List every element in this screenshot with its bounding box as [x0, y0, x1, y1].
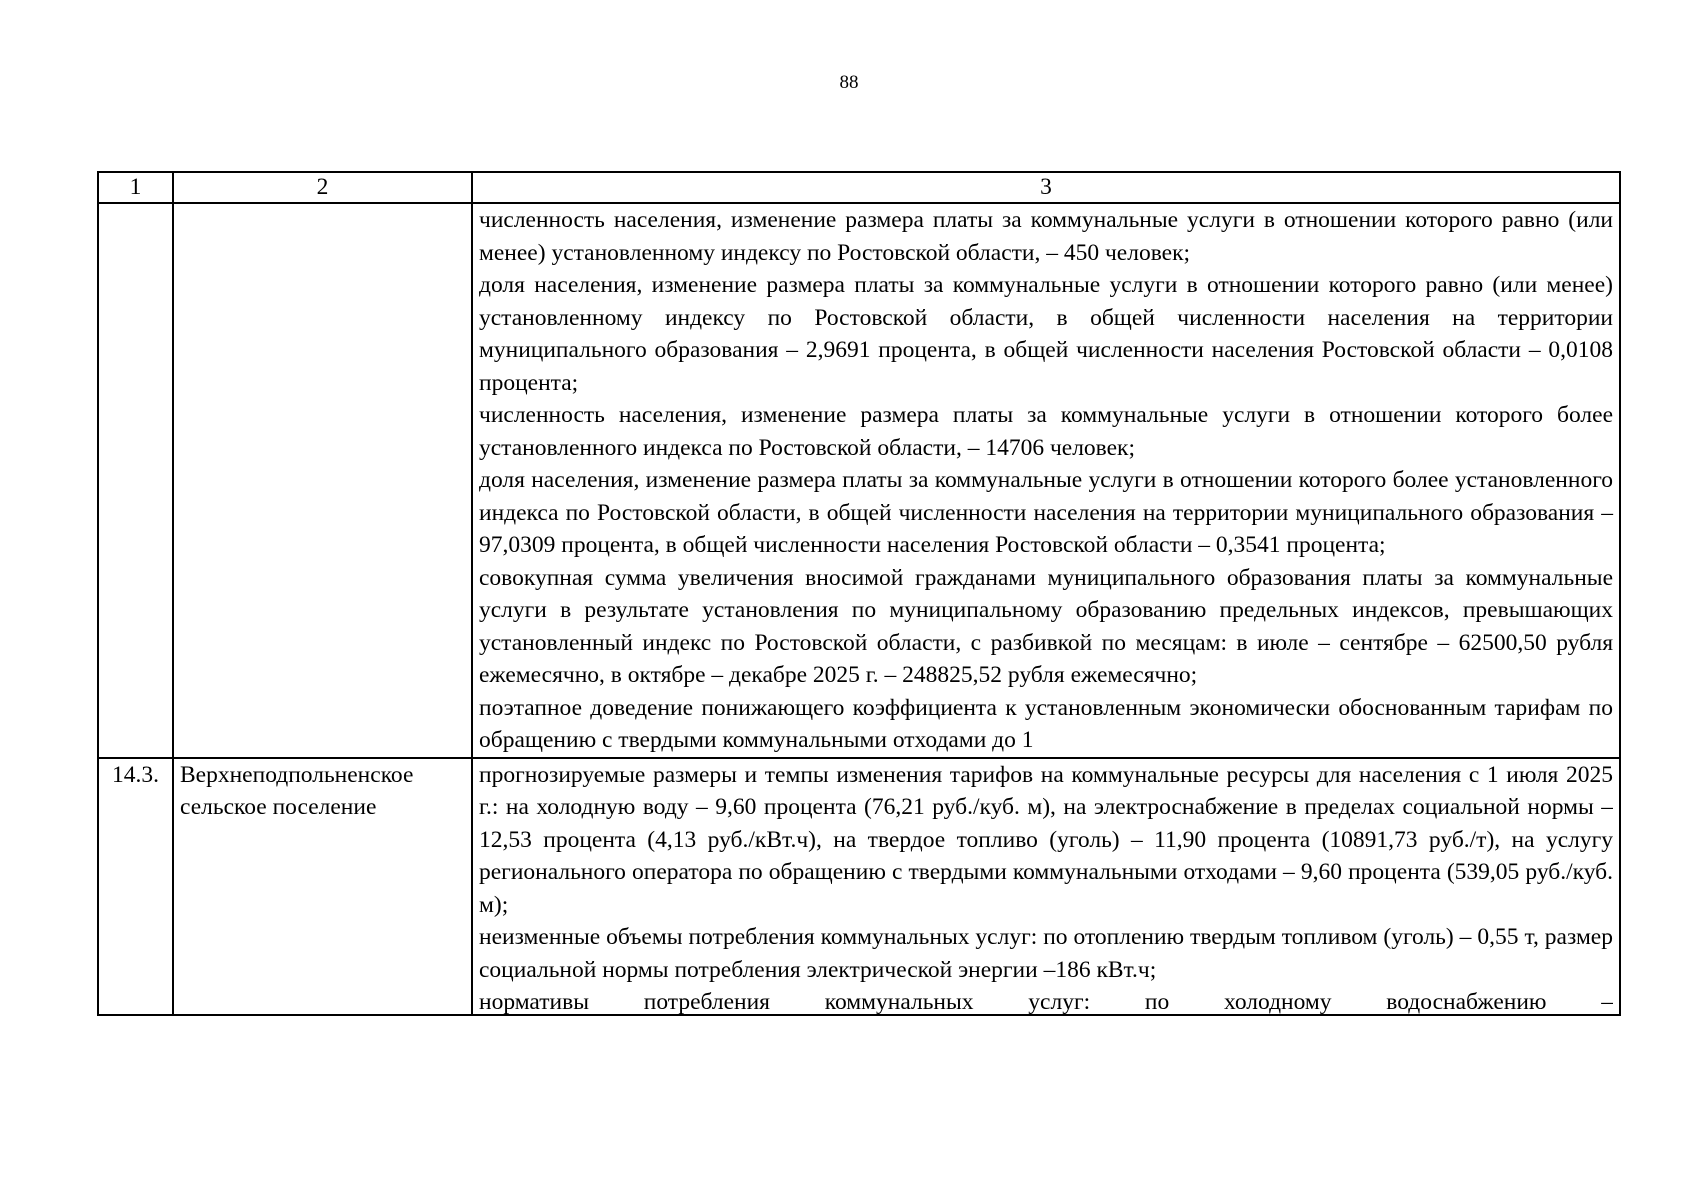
paragraph: неизменные объемы потребления коммунальных услуг: по отоплению твердым топливом (уголь) – 0,55 т, размер социальной нормы потребления электрической энергии –186 кВт.ч;: [479, 924, 1613, 983]
table-row: [98, 203, 1620, 758]
paragraph: численность населения, изменение размера платы за коммунальные услуги в отношении которого равно (или менее) установленному индексу по Ростовской области, – 450 человек;: [479, 207, 1613, 266]
paragraph: поэтапное доведение понижающего коэффициента к установленным экономически обоснованным тарифам по обращению с твердыми коммунальными отходами до 1: [479, 694, 1613, 753]
paragraph: совокупная сумма увеличения вносимой гражданами муниципального образования платы за коммунальные услуги в результате установления по муниципальному образованию предельных индексов, превышающих установленный индекс по Ростовской области, с разбивкой по месяцам: в июле – сентябре – 62500,50 рубля ежемесячно, в октябре – декабре 2025 г. – 248825,52 рубля ежемесячно;: [479, 564, 1613, 688]
header-cell-3: 3: [472, 172, 1620, 203]
paragraph: прогнозируемые размеры и темпы изменения тарифов на коммунальные ресурсы для населения с 1 июля 2025 г.: на холодную воду – 9,60 процента (76,21 руб./куб. м), на электроснабжение в пределах социальной нормы – 12,53 процента (4,13 руб./кВт.ч), на твердое топливо (уголь) – 11,90 процента (10891,73 руб./т), на услугу регионального оператора по обращению с твердыми коммунальными отходами – 9,60 процента (539,05 руб./куб. м);: [479, 761, 1613, 918]
table-row: [98, 758, 1620, 1015]
settlement-name: Верхнеподпольненское сельское поселение: [173, 758, 472, 1015]
row-number: 14.3.: [98, 758, 173, 1015]
settlement-name: [173, 203, 472, 758]
table-header-row: [98, 172, 1620, 203]
row-description-clip: [479, 759, 1613, 1014]
row-description: [472, 203, 1620, 758]
header-cell-2: 2: [173, 172, 472, 203]
data-table: [97, 171, 1621, 1016]
row-description: [472, 758, 1620, 1015]
paragraph: доля населения, изменение размера платы за коммунальные услуги в отношении которого более установленного индекса по Ростовской области, в общей численности населения на территории муниципального образования – 97,0309 процента, в общей численности населения Ростовской области – 0,3541 процента;: [479, 467, 1613, 558]
paragraph: доля населения, изменение размера платы за коммунальные услуги в отношении которого равно (или менее) установленному индексу по Ростовской области, в общей численности населения на территории муниципального образования – 2,9691 процента, в общей численности населения Ростовской области – 0,0108 процента;: [479, 272, 1613, 396]
row-number: [98, 203, 173, 758]
paragraph: численность населения, изменение размера платы за коммунальные услуги в отношении которого более установленного индекса по Ростовской области, – 14706 человек;: [479, 402, 1613, 461]
page-number: 88: [839, 72, 859, 93]
paragraph: нормативы потребления коммунальных услуг: по холодному водоснабжению –: [479, 989, 1613, 1014]
header-cell-1: 1: [98, 172, 173, 203]
